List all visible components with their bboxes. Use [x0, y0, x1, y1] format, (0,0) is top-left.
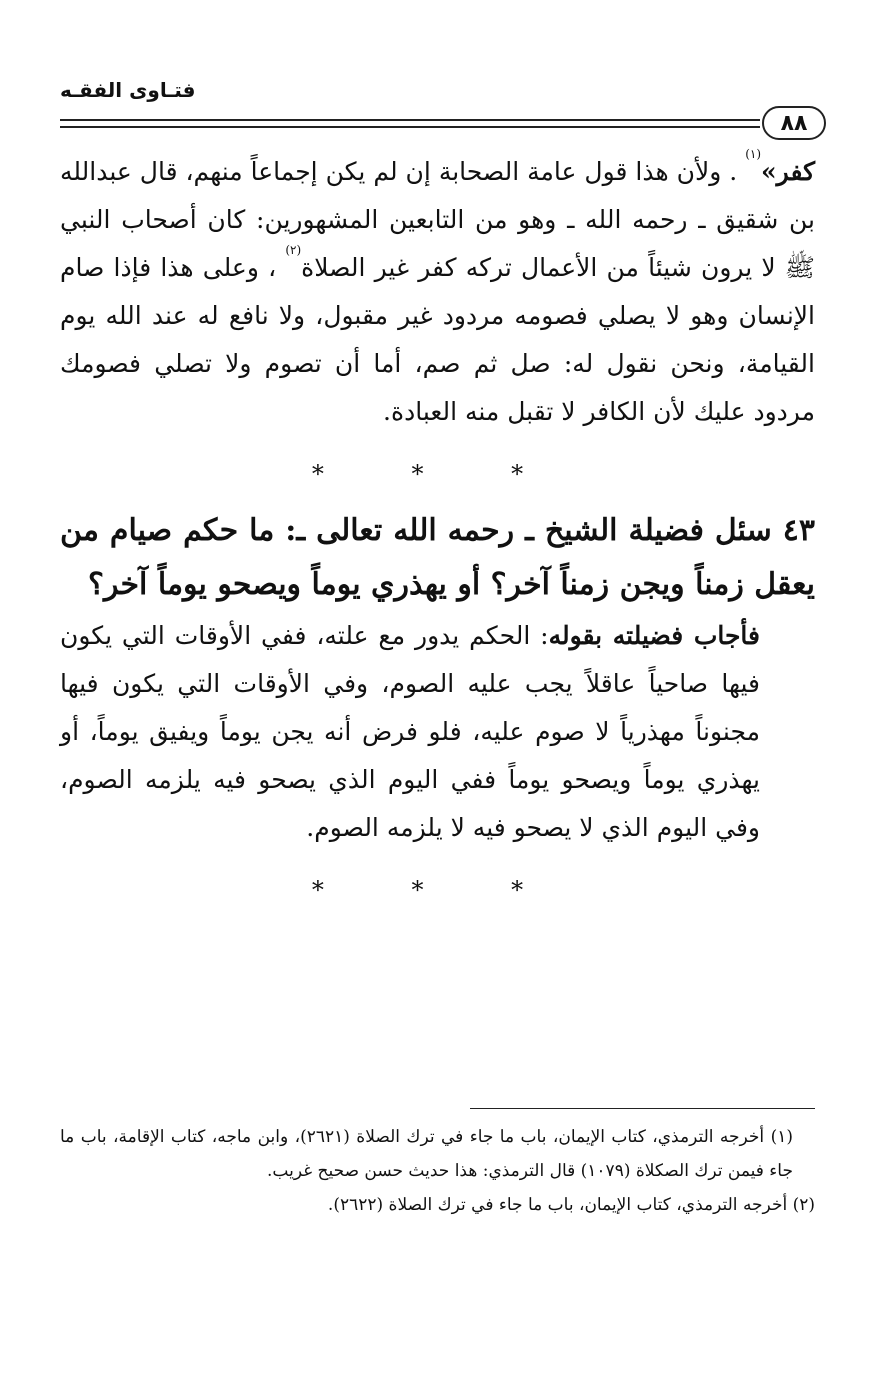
- section-separator: * * *: [311, 460, 564, 488]
- footnote-2: (٢) أخرجه الترمذي، كتاب الإيمان، باب ما جاء في ترك الصلاة (٢٦٢٢).: [327, 1195, 815, 1215]
- footnotes: [60, 1120, 815, 1222]
- paragraph-1-text: . ولأن هذا قول عامة الصحابة إن لم يكن إجماعاً منهم، قال عبدالله بن شقيق ـ رحمه الله ـ وهو من التابعين المشهورين: كان أصحاب النبي ﷺ لا يرون شيئاً من الأعمال تركه كفر غير الصلاة: [60, 157, 815, 282]
- answer-lead: فأجاب فضيلته بقوله: [548, 621, 760, 650]
- paragraph-lead-word: كفر»: [761, 157, 815, 186]
- question-heading: ٤٣ سئل فضيلة الشيخ ـ رحمه الله تعالى ـ: ما حكم صيام من يعقل زمناً ويجن زمناً آخر؟ أو يهذري يوماً ويصحو يوماً آخر؟: [60, 513, 815, 602]
- section-separator-end: * * *: [311, 876, 564, 904]
- header-rule-bottom: [60, 126, 760, 128]
- header-rule-top: [60, 119, 760, 121]
- page-number: ٨٨: [762, 106, 826, 140]
- paragraph-1: [60, 148, 815, 436]
- footnote-divider: [470, 1108, 815, 1109]
- footnote-ref-1[interactable]: (١): [745, 147, 762, 161]
- footnote-ref-2[interactable]: (٢): [285, 243, 302, 257]
- footnote-1: (١) أخرجه الترمذي، كتاب الإيمان، باب ما جاء في ترك الصلاة (٢٦٢١)، وابن ماجه، كتاب الإقامة، باب ما جاء فيمن ترك الصكلاة (١٠٧٩) قال الترمذي: هذا حديث حسن صحيح غريب.: [60, 1127, 793, 1181]
- book-title: فتـاوى الفقـه: [60, 78, 196, 102]
- main-text: [60, 148, 815, 920]
- paragraph-1-text-continued: ، وعلى هذا فإذا صام الإنسان وهو لا يصلي فصومه مردود غير مقبول، ولا نافع له عند الله يوم القيامة، ونحن نقول له: صل ثم صم، أما أن تصوم ولا تصلي فصومك مردود عليك لأن الكافر لا تقبل منه العبادة.: [60, 253, 815, 426]
- answer-text: : الحكم يدور مع علته، ففي الأوقات التي يكون فيها صاحياً عاقلاً يجب عليه الصوم، وفي الأوقات التي يكون فيها مجنوناً مهذرياً لا صوم عليه، فلو فرض أنه يجن يوماً ويفيق يوماً، أو يهذري يوماً ويصحو يوماً ففي اليوم الذي يصحو فيه يلزمه الصوم، وفي اليوم الذي لا يصحو فيه لا يلزمه الصوم.: [60, 621, 760, 842]
- answer-paragraph: [60, 612, 815, 852]
